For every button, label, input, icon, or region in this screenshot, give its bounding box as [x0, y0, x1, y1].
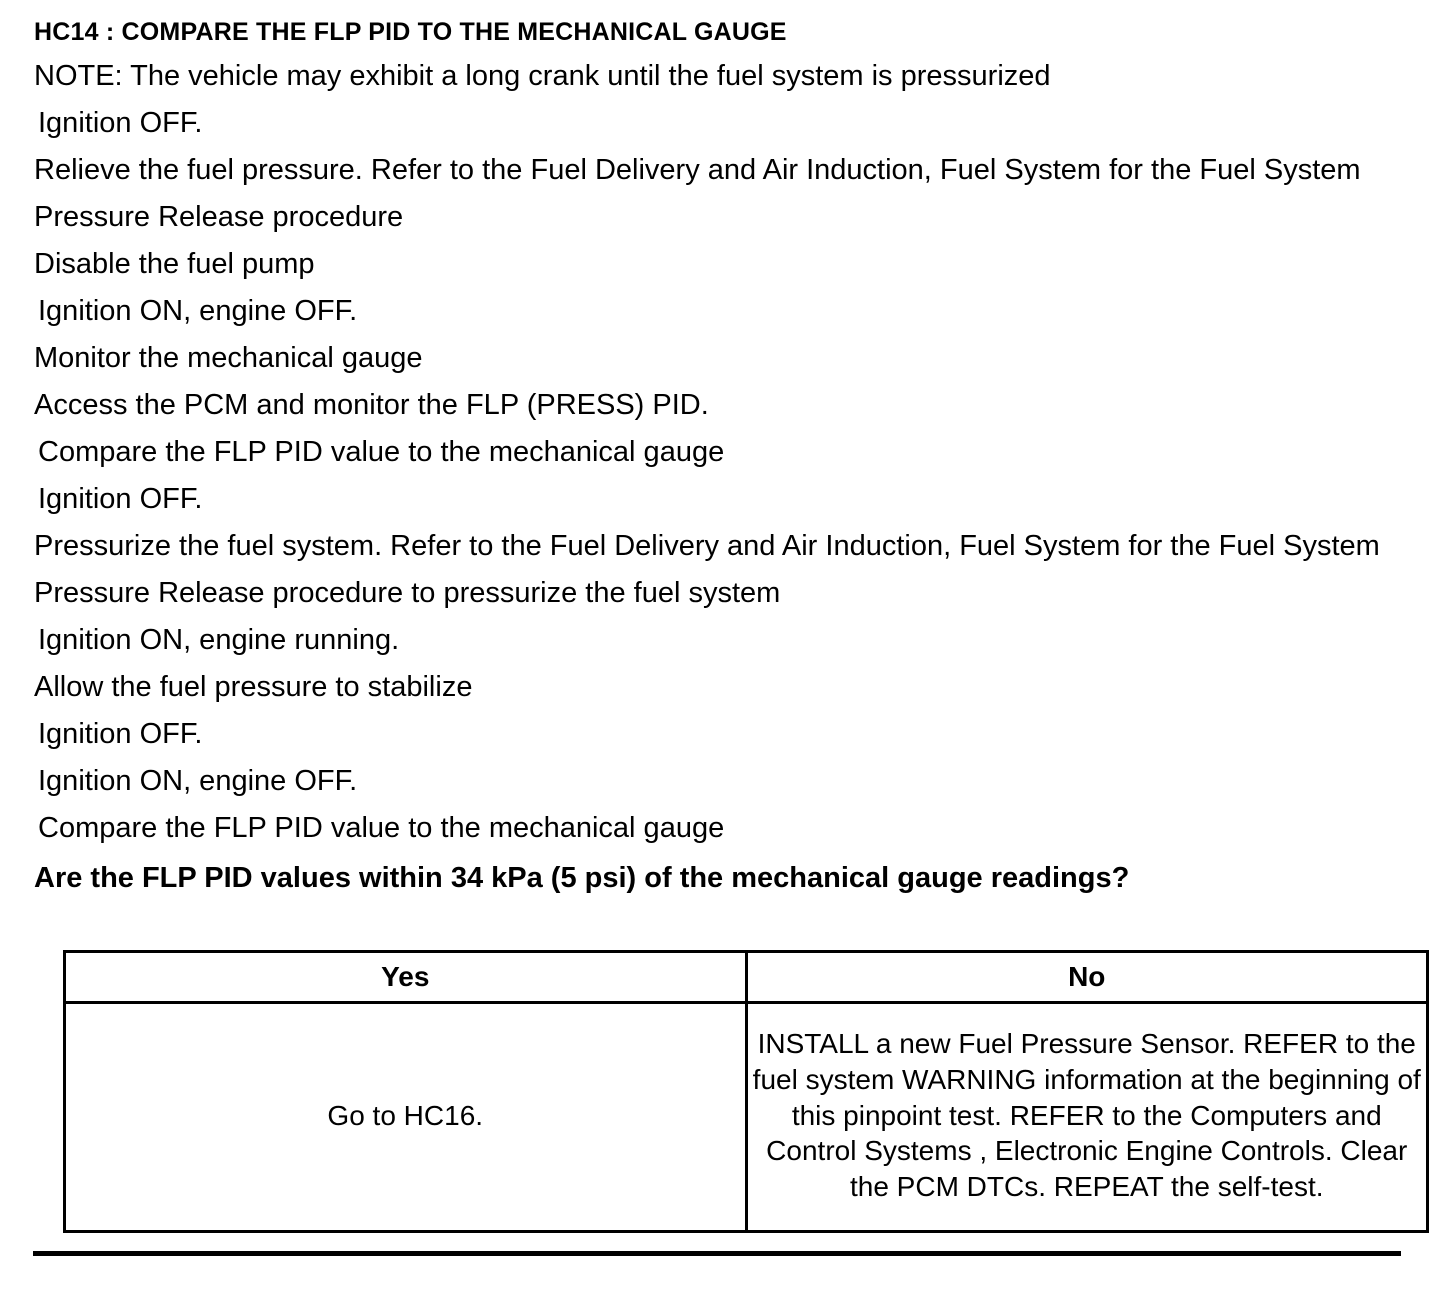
column-header-yes: Yes	[65, 952, 747, 1003]
list-item: Compare the FLP PID value to the mechanical gauge	[38, 811, 725, 844]
page-title: HC14 : COMPARE THE FLP PID TO THE MECHANICAL GAUGE	[34, 18, 787, 46]
list-item: Relieve the fuel pressure. Refer to the Fuel Delivery and Air Induction, Fuel System for the Fuel System Pressure Release procedure	[34, 153, 1361, 233]
decision-table	[63, 950, 1429, 1233]
list-item: Ignition ON, engine OFF.	[38, 294, 358, 327]
footer-divider	[33, 1251, 1401, 1256]
list-item: Compare the FLP PID value to the mechanical gauge	[38, 435, 725, 468]
yes-action-cell: Go to HC16.	[65, 1003, 747, 1232]
decision-question: Are the FLP PID values within 34 kPa (5 psi) of the mechanical gauge readings?	[34, 862, 1130, 895]
list-item: Ignition ON, engine running.	[38, 623, 400, 656]
no-action-cell: INSTALL a new Fuel Pressure Sensor. REFER to the fuel system WARNING information at the beginning of this pinpoint test. REFER to the Computers and Control Systems , Electronic Engine Controls. Clear the PCM DTCs. REPEAT the self-test.	[746, 1003, 1428, 1232]
list-item: Pressurize the fuel system. Refer to the Fuel Delivery and Air Induction, Fuel System for the Fuel System Pressure Release procedure to pressurize the fuel system	[34, 529, 1380, 609]
table-header-row	[65, 952, 1428, 1003]
list-item: Ignition OFF.	[38, 717, 203, 750]
step-list	[30, 53, 1416, 851]
list-item: Monitor the mechanical gauge	[34, 341, 423, 374]
list-item: Disable the fuel pump	[34, 247, 315, 280]
list-item: Access the PCM and monitor the FLP (PRESS) PID.	[34, 388, 709, 421]
list-item: Allow the fuel pressure to stabilize	[34, 670, 473, 703]
column-header-no: No	[746, 952, 1428, 1003]
list-item: Ignition ON, engine OFF.	[38, 764, 358, 797]
list-item: Ignition OFF.	[38, 106, 203, 139]
table-row	[65, 1003, 1428, 1232]
list-item: Ignition OFF.	[38, 482, 203, 515]
list-item: NOTE: The vehicle may exhibit a long crank until the fuel system is pressurized	[34, 60, 1051, 92]
